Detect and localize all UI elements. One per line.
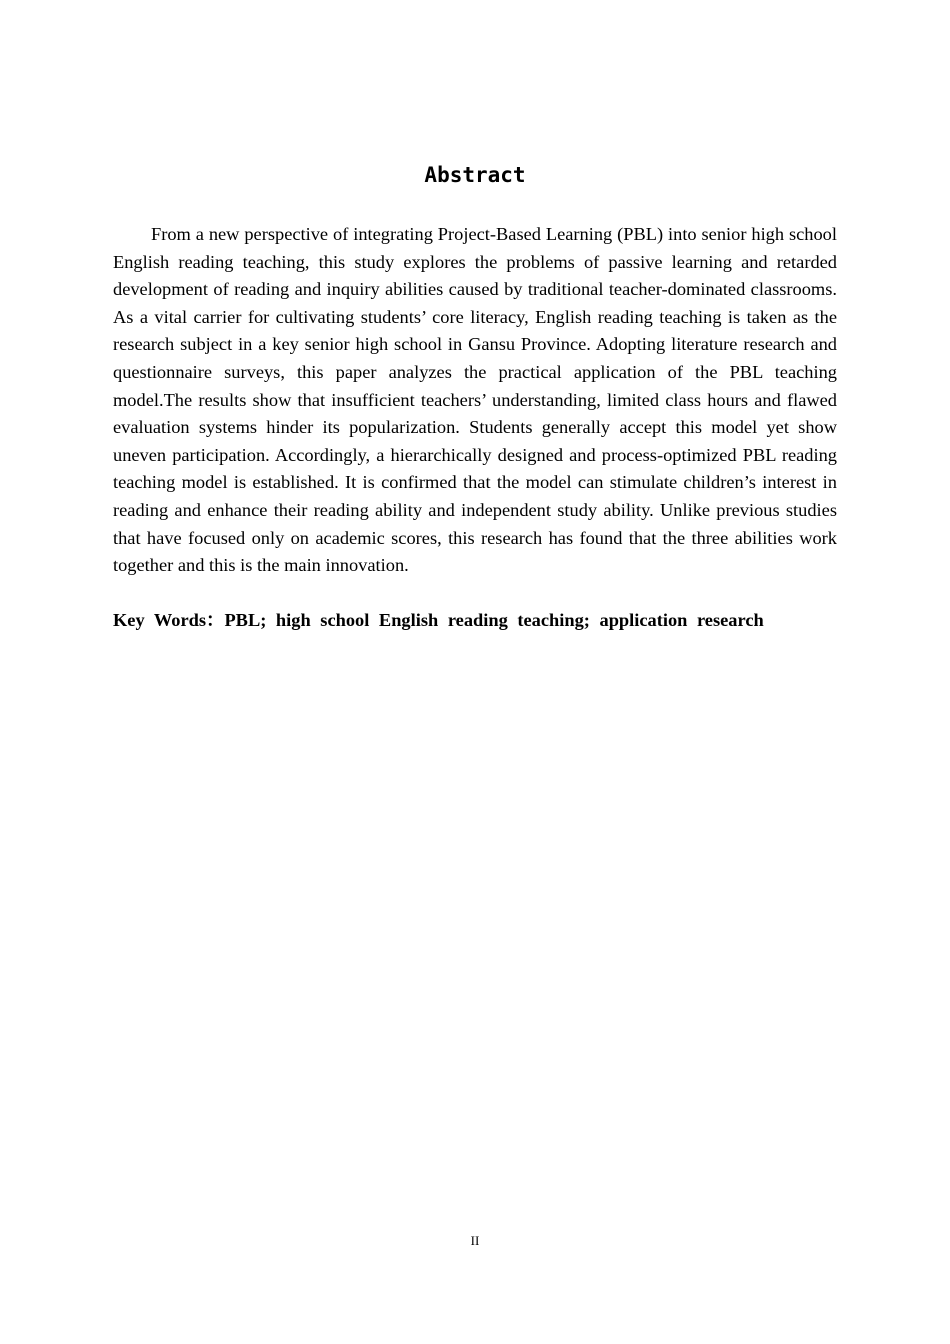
keywords-text: PBL; high school English reading teaching; application research: [224, 610, 764, 630]
abstract-paragraph: From a new perspective of integrating Project-Based Learning (PBL) into senior high school English reading teaching, this study explores the problems of passive learning and retarded development of reading and inquiry abilities caused by traditional teacher-dominated classrooms. As a vital carrier for cultivating students’ core literacy, English reading teaching is taken as the research subject in a key senior high school in Gansu Province. Adopting literature research and questionnaire surveys, this paper analyzes the practical application of the PBL teaching model.The results show that insufficient teachers’ understanding, limited class hours and flawed evaluation systems hinder its popularization. Students generally accept this model yet show uneven participation. Accordingly, a hierarchically designed and process-optimized PBL reading teaching model is established. It is confirmed that the model can stimulate children’s interest in reading and enhance their reading ability and independent study ability. Unlike previous studies that have focused only on academic scores, this research has found that the three abilities work together and this is the main innovation.: [113, 224, 837, 576]
keywords-label: Key Words：: [113, 610, 225, 630]
abstract-title: Abstract: [424, 163, 526, 187]
keywords-line: [113, 607, 837, 634]
page-number: II: [470, 1233, 480, 1248]
